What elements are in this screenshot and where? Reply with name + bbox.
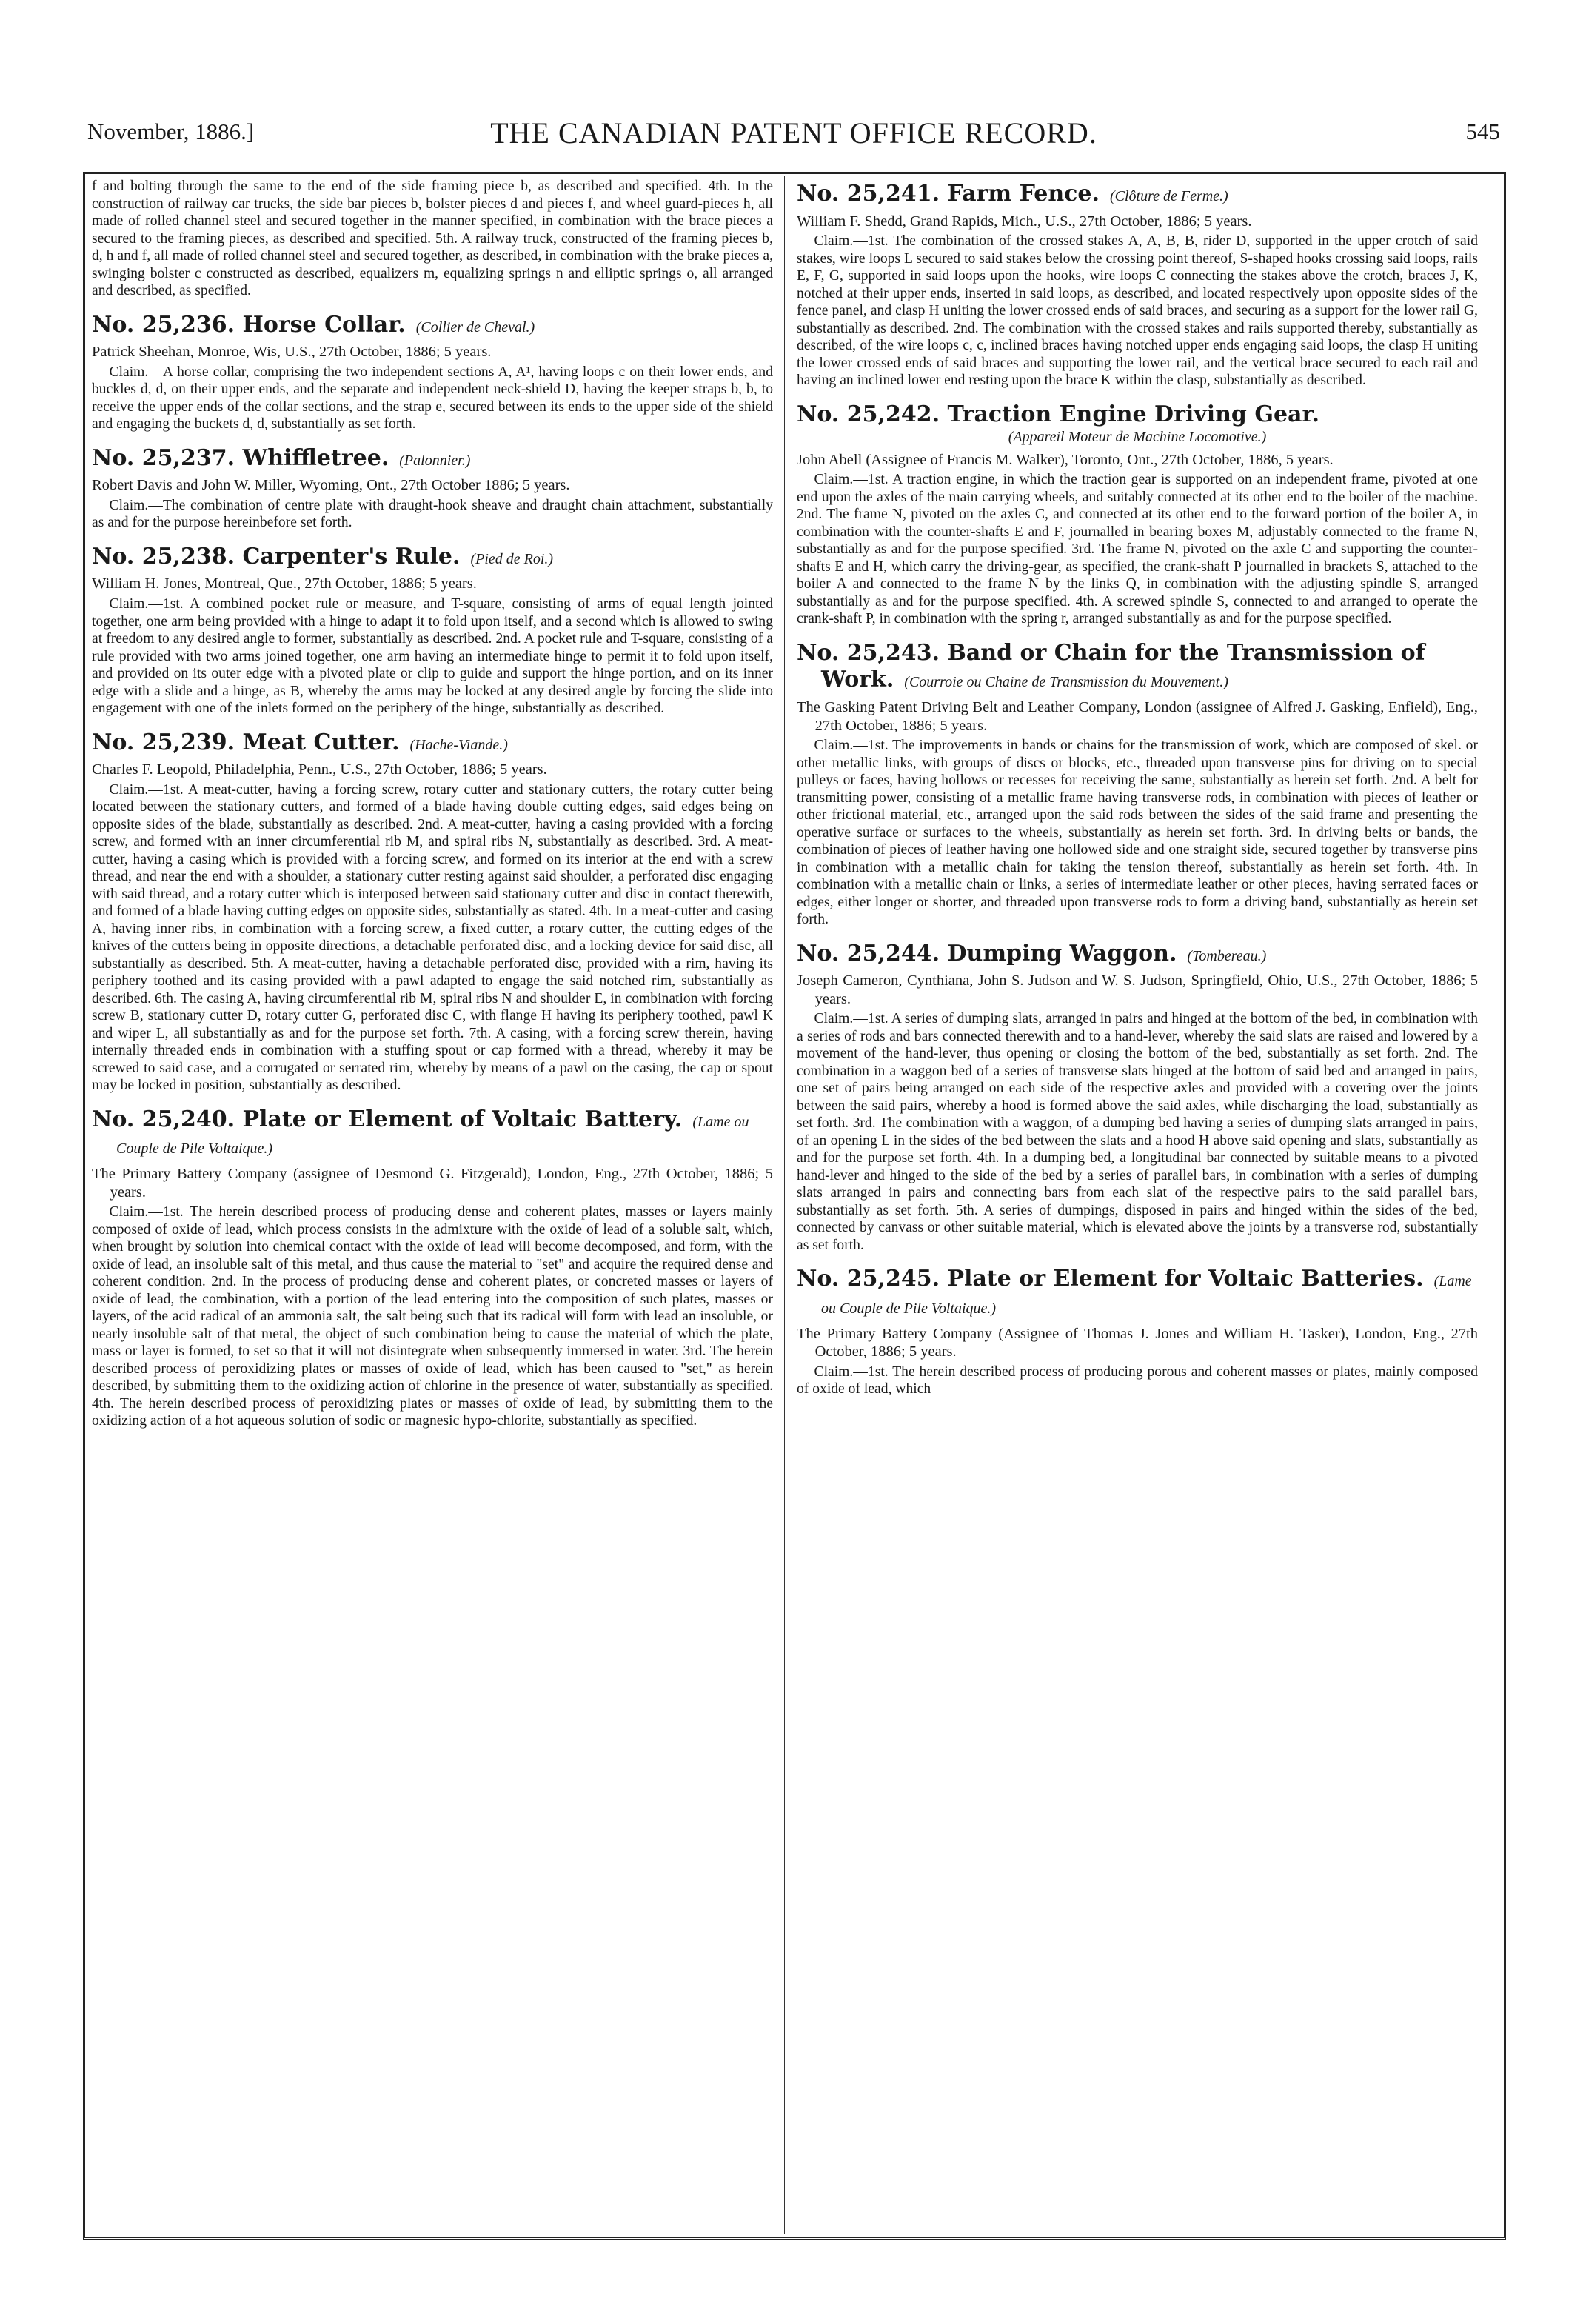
patent-applicant: Patrick Sheehan, Monroe, Wis, U.S., 27th October, 1886; 5 years. bbox=[92, 344, 492, 361]
column-divider bbox=[784, 176, 786, 2234]
patent-entry-25245 bbox=[797, 1266, 1478, 1398]
patent-entry-25238 bbox=[92, 544, 773, 718]
patent-entry-25243 bbox=[797, 640, 1478, 929]
patent-title-text: No. 25,237. Whiffletree. bbox=[92, 444, 389, 471]
patent-claims: Claim.—1st. The improvements in bands or chains for the transmission of work, which are composed of skel. or other metallic links, with groups of discs or blocks, etc., threaded upon transverse pins for driving on to special pulleys or faces, having hollows or recesses for receiving the same, substantially as herein set forth. 2nd. A belt for transmitting power, consisting of a metallic frame having transverse rods, in combination with pieces of leather or other frictional material, etc., arranged upon the said rods between the sides of the said frame and presenting the operative surface or surfaces to the wheels, substantially as herein set forth. 3rd. In driving belts or bands, the combination of pieces of leather having one hollowed side and one straight side, secured together by transverse pins in combination with a metallic chain for taking the tension thereof, substantially as herein set forth. 4th. In combination with a metallic chain or links, a series of intermediate leather or other pieces, having serrated faces or edges, either longer or shorter, and threaded upon transverse rods to form a driving band, substantially as herein set forth. bbox=[797, 738, 1478, 928]
patent-title bbox=[92, 729, 773, 757]
patent-entry-25244 bbox=[797, 941, 1478, 1255]
patent-title-text: No. 25,242. Traction Engine Driving Gear. bbox=[797, 401, 1319, 427]
patent-applicant: The Primary Battery Company (assignee of Desmond G. Fitzgerald), London, Eng., 27th October, 1886; 5 years. bbox=[92, 1165, 773, 1201]
page-header bbox=[87, 118, 1500, 163]
patent-title-french: (Hache-Viande.) bbox=[409, 736, 508, 753]
patent-title-text: No. 25,239. Meat Cutter. bbox=[92, 729, 400, 755]
patent-title-french: (Clôture de Ferme.) bbox=[1109, 188, 1228, 204]
patent-title-french: (Palonnier.) bbox=[399, 452, 471, 469]
patent-title-text: No. 25,238. Carpenter's Rule. bbox=[92, 543, 461, 570]
patent-title bbox=[92, 445, 773, 473]
patent-applicant: Joseph Cameron, Cynthiana, John S. Judson and W. S. Judson, Springfield, Ohio, U.S., 27th October, 1886; 5 years. bbox=[797, 972, 1478, 1007]
patent-applicant: William H. Jones, Montreal, Que., 27th October, 1886; 5 years. bbox=[92, 575, 477, 592]
patent-title bbox=[797, 640, 1478, 694]
patent-claims: Claim.—1st. The herein described process of producing porous and coherent masses or plates, mainly composed of oxide of lead, which bbox=[797, 1363, 1478, 1398]
patent-title-french: (Tombereau.) bbox=[1187, 947, 1267, 964]
patent-claims: Claim.—1st. The combination of the crossed stakes A, A, B, B, rider D, supported in the upper crotch of said stakes, wire loops L secured to said stakes below the crossing point thereof, S-shaped hooks crossing said loops, rails E, F, G, supported in said loops upon the hooks, wire loops C connecting the stakes above the crotch, braces J, K, notched at their upper ends, inserted in said loops, as described, and located respectively upon opposite sides of the fence panel, and clasp H uniting the lower crossed ends of said braces, and securing as a support for the lower rail G, substantially as described. 2nd. The combination with the crossed stakes and rails supported thereby, substantially as described, of the wire loops c, c, inclined braces having notched upper ends engaging said loops, the clasp H uniting the lower crossed ends of said braces and supporting the lower rail, and the vertical brace secured to each rail and having an inclined lower end resting upon the brace K within the clasp, substantially as described. bbox=[797, 233, 1478, 389]
page-number: 545 bbox=[1465, 118, 1500, 144]
patent-applicant: John Abell (Assignee of Francis M. Walker), Toronto, Ont., 27th October, 1886, 5 years. bbox=[797, 451, 1334, 468]
patent-title bbox=[92, 1106, 773, 1161]
patent-title-text: No. 25,245. Plate or Element for Voltaic Batteries. bbox=[797, 1266, 1424, 1292]
patent-entry-25241 bbox=[797, 181, 1478, 390]
patent-claims: Claim.—1st. The herein described process of producing dense and coherent plates, masses or layers mainly composed of oxide of lead, which process consists in the admixture with the oxide of lead of a soluble salt, which, when brought by solution into chemical contact with the oxide of lead will become decomposed, and form, with the oxide of lead, an insoluble salt of this metal, and thus cause the material to "set" and acquire the required dense and coherent condition. 2nd. In the process of producing dense and coherent plates, or concreted masses or layers of oxide of lead, the combination, with a portion of the lead entering into the composition of such plates, masses or layers, of the acid radical of an ammonia salt, the salt being such that its radical will form with lead an insoluble, or nearly insoluble salt of that metal, the object of such combination being to cause the material of which the plate, mass or layer is formed, to set so that it will not disintegrate when subsequently immersed in water. 3rd. The herein described process of peroxidizing plates or masses of oxide of lead, which has been caused to "set," as herein described, by submitting them to the oxidizing action of chlorine in the presence of water, substantially as specified. 4th. The herein described process of peroxidizing plates or masses of oxide of lead, by submitting them to the oxidizing action of a hot aqueous solution of sodic or magnesic hypo-chlorite, substantially as specified. bbox=[92, 1204, 773, 1429]
patent-entry-25237 bbox=[92, 445, 773, 532]
patent-title-french: (Lame ou Couple de Pile Voltaique.) bbox=[116, 1113, 749, 1158]
patent-title-french: (Lame ou Couple de Pile Voltaique.) bbox=[821, 1273, 1472, 1318]
patent-title-text: No. 25,244. Dumping Waggon. bbox=[797, 940, 1177, 966]
patent-title-text: No. 25,243. Band or Chain for the Transmission of Work. bbox=[797, 639, 1425, 693]
patent-title bbox=[797, 941, 1478, 968]
patent-entry-25239 bbox=[92, 729, 773, 1095]
publication-title: THE CANADIAN PATENT OFFICE RECORD. bbox=[490, 116, 1097, 150]
right-column bbox=[797, 178, 1478, 2229]
patent-title bbox=[797, 1266, 1478, 1320]
patent-title-french: (Courroie ou Chaine de Transmission du Mouvement.) bbox=[904, 674, 1228, 691]
patent-title-french: (Pied de Roi.) bbox=[470, 550, 554, 567]
patent-title-french: (Collier de Cheval.) bbox=[415, 318, 535, 335]
issue-date: November, 1886.] bbox=[87, 118, 255, 144]
patent-entry-25236 bbox=[92, 312, 773, 433]
patent-applicant: Robert Davis and John W. Miller, Wyoming, Ont., 27th October 1886; 5 years. bbox=[92, 477, 570, 494]
patent-title-text: No. 25,236. Horse Collar. bbox=[92, 311, 406, 338]
patent-applicant: Charles F. Leopold, Philadelphia, Penn., U.S., 27th October, 1886; 5 years. bbox=[92, 761, 547, 778]
patent-title-french: (Appareil Moteur de Machine Locomotive.) bbox=[1008, 429, 1267, 446]
patent-title bbox=[797, 181, 1478, 208]
patent-claims: Claim.—1st. A meat-cutter, having a forcing screw, rotary cutter and stationary cutters, the rotary cutter being located between the stationary cutters, and formed of a blade having double cutting edges, said edges being on opposite sides of the blade, substantially as described. 2nd. A meat-cutter, having a casing provided with a forcing screw, and formed with an inner circumferential rib M, and spiral ribs N, substantially as described. 3rd. A meat-cutter, having a casing which is provided with a forcing screw, and formed on its interior at the end with a screw thread, and near the end with a shoulder, a stationary cutter resting against said shoulder, a perforated disc engaging with said thread, and a rotary cutter which is interposed between said stationary cutter and disc in contact therewith, and formed of a blade having cutting edges on opposite sides, substantially as stated. 4th. In a meat-cutter and casing A, having inner ribs, in combination with a forcing screw, a fixed cutter, a rotary cutter, the cutting edges of the knives of the cutters being in opposite directions, a detachable perforated disc, and a locking device for said disc, all substantially as described. 5th. A meat-cutter, having a detachable perforated disc, provided with a rim, having its periphery toothed and its casing provided with a pawl adapted to engage the said notched rim, substantially as described. 6th. The casing A, having circumferential rib M, spiral ribs N and shoulder E, in combination with forcing screw B, stationary cutter D, rotary cutter G, perforated disc C, with flange H having its periphery toothed, pawl K and wiper L, all substantially as and for the purpose set forth. 7th. A casing, with a forcing screw therein, having internally threaded ends in combination with a stuffing spout or cap formed with a thread, whereby it may be screwed to said case, and a corrugated or serrated rim, whereby by means of a pawl on the casing, the cap or spout may be locked in position, substantially as described. bbox=[92, 781, 773, 1094]
continued-claims: f and bolting through the same to the end of the side framing piece b, as described and specified. 4th. In the construction of railway car trucks, the side bar pieces b, bolster pieces d and pieces f, and wheel guard-pieces h, all made of rolled channel steel and secured together in the manner specified, in combination with the brace pieces a secured to the framing pieces, as described and specified. 5th. A railway truck, constructed of the framing pieces b, d, h and f, all made of rolled channel steel and secured together, as described, in combination with the brake pieces a, swinging bolster c constructed as described, equalizers m, equalizing springs n and elliptic springs o, all arranged and described, as specified. bbox=[92, 178, 773, 298]
patent-title-text: No. 25,240. Plate or Element of Voltaic Battery. bbox=[92, 1106, 683, 1132]
patent-claims: Claim.—A horse collar, comprising the two independent sections A, A¹, having loops c on their lower ends, and buckles d, d, on their upper ends, and the separate and independent neck-shield D, having the keeper straps b, b, to receive the upper ends of the collar sections, and the strap e, secured between its ends to the upper side of the shield and engaging the buckets d, d, substantially as set forth. bbox=[92, 364, 773, 433]
patent-applicant: The Gasking Patent Driving Belt and Leather Company, London (assignee of Alfred J. Gasking, Enfield), Eng., 27th October, 1886; 5 years. bbox=[797, 698, 1478, 734]
patent-title bbox=[92, 544, 773, 571]
patent-applicant: The Primary Battery Company (Assignee of Thomas J. Jones and William H. Tasker), London, Eng., 27th October, 1886; 5 years. bbox=[797, 1325, 1478, 1360]
patent-claims: Claim.—1st. A traction engine, in which the traction gear is supported on an independent frame, pivoted at one end upon the axles of the main carrying wheels, and suitably connected at its other end to the boiler of the machine. 2nd. The frame N, pivoted on the axles C, and connected at its other end to the forward portion of the boiler A, in combination with the counter-shafts E and F, journalled in bearing boxes M, adjustably connected to the frame N, substantially as and for the purpose specified. 3rd. The frame N, pivoted on the axle C and supporting the counter-shafts E and H, which carry the driving-gear, as specified, the crank-shaft P journalled in brackets S, attached to the boiler A and connected to the frame N by the links Q, in combination with the adjusting spindle S, arranged substantially as and for the purpose specified. 4th. A screwed spindle S, connected to and arranged to operate the crank-shaft P, in combination with the spring r, arranged substantially as and for the purpose specified. bbox=[797, 472, 1478, 627]
patent-entry-25240 bbox=[92, 1106, 773, 1430]
patent-claims: Claim.—1st. A combined pocket rule or measure, and T-square, consisting of arms of equal length jointed together, one arm being provided with a hinge to adapt it to fold upon itself, and a second which is allowed to swing at freedom to any desired angle to former, substantially as described. 2nd. A pocket rule and T-square, consisting of a rule provided with two arms joined together, one arm having an intermediate hinge to permit it to fold upon itself, and provided on its outer edge with a pivoted plate or clip to guide and support the hinge portion, and on its inner edge with a slide and a hinge, as B, whereby the arms may be locked at any desired angle by forcing the slide into engagement with one of the inlets formed on the periphery of the hinge, substantially as described. bbox=[92, 596, 773, 717]
patent-title bbox=[797, 401, 1478, 447]
patent-applicant: William F. Shedd, Grand Rapids, Mich., U.S., 27th October, 1886; 5 years. bbox=[797, 213, 1252, 230]
patent-title bbox=[92, 312, 773, 339]
patent-claims: Claim.—1st. A series of dumping slats, arranged in pairs and hinged at the bottom of the bed, in combination with a series of rods and bars connected therewith and to a hand-lever, whereby the said slats are raised and lowered by a movement of the hand-lever, thus opening or closing the bottom of the bed, substantially as set forth. 2nd. The combination in a waggon bed of a series of transverse slats hinged at the bottom of said bed and arranged in pairs, one set of pairs being arranged on each side of the respective axles and provided with a covering over the joints between the said pairs, whereby a hood is formed above the said axles, while discharging the load, substantially as set forth. 3rd. The combination with a waggon, of a dumping bed having a series of dumping slats arranged in pairs, of an opening L in the sides of the bed between the slats and a hood H above said opening and slats, substantially as and for the purpose set forth. 4th. In a dumping bed, a longitudinal bar connected by suitable means to a pivoted hand-lever and hinged to the side of the bed by a series of parallel bars, in combination with a series of dumping slats arranged in pairs and connecting bars from each slat of the respective pairs to the said parallel bars, substantially as set forth. 5th. A series of dumpings, disposed in pairs and hinged within the sides of the bed, connected by canvass or other suitable material, which is elevated above the joints by a transverse rod, substantially as set forth. bbox=[797, 1011, 1478, 1253]
left-column bbox=[92, 178, 773, 2229]
patent-title-text: No. 25,241. Farm Fence. bbox=[797, 181, 1100, 207]
patent-claims: Claim.—The combination of centre plate with draught-hook sheave and draught chain attachment, substantially as and for the purpose hereinbefore set forth. bbox=[92, 497, 773, 531]
patent-entry-25242 bbox=[797, 401, 1478, 628]
